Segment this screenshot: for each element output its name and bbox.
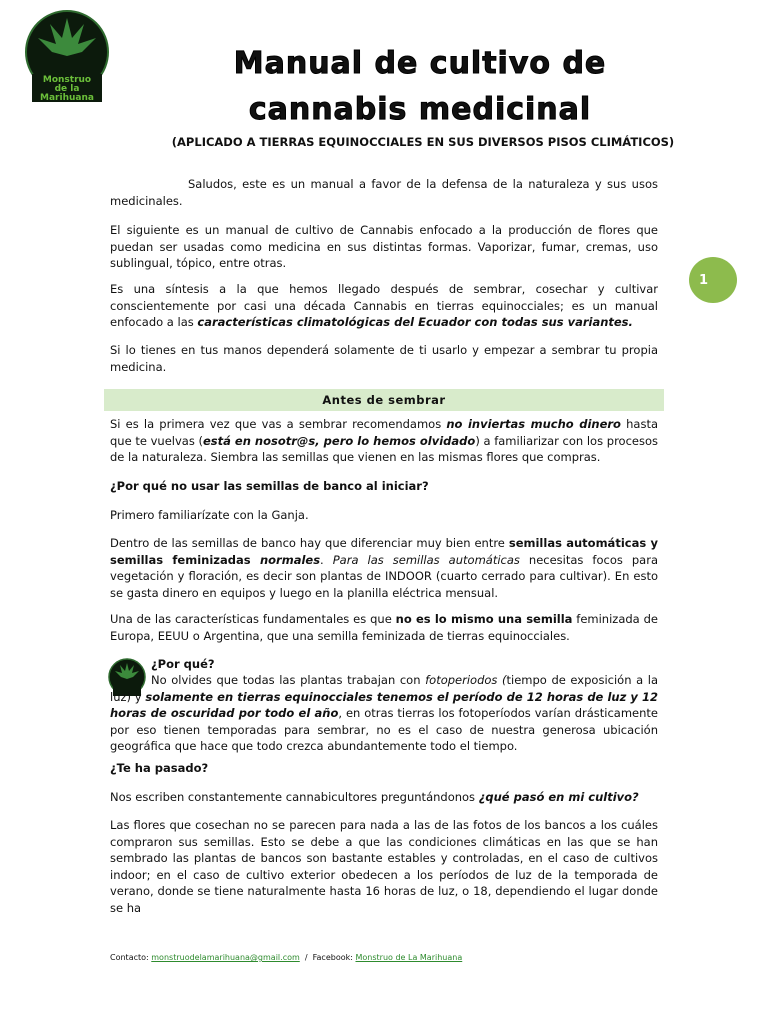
section-paragraph-5: No olvides que todas las plantas trabajan con fotoperiodos (tiempo de exposición a la luz) y solamente en tierras equinocciales tenemos el período de 12 horas de luz y 12 horas de oscuridad por todo el año, en otras tierras los fotoperíodos varían drásticamente por eso tienen temporadas para sembrar, no es el caso de nuestra generosa ubicación geográfica que hace que todo crezca abundantemente todo el tiempo. — [110, 673, 659, 754]
intro-paragraph-4: Si lo tienes en tus manos dependerá solamente de ti usarlo y empezar a sembrar tu propia medicina. — [110, 343, 658, 374]
section-heading: Antes de sembrar — [104, 389, 664, 411]
section-paragraph-6: Nos escriben constantemente cannabicultores preguntándonos ¿qué pasó en mi cultivo? — [110, 790, 639, 804]
intro-paragraph-1: Saludos, este es un manual a favor de la defensa de la naturaleza y sus usos medicinales. — [110, 177, 658, 208]
section-paragraph-4: Una de las características fundamentales es que no es lo mismo una semilla feminizada de Europa, EEUU o Argentina, que una semilla feminizada de tierras equinocciales. — [110, 612, 658, 643]
document-title-line2: cannabis medicinal — [248, 92, 592, 127]
footer-separator: / Facebook: — [299, 953, 356, 962]
section-paragraph-1: Si es la primera vez que vas a sembrar recomendamos no inviertas mucho dinero hasta que te vuelvas (está en nosotr@s, pero lo hemos olvidado) a familiarizar con los procesos de la naturaleza. Siembra las semillas que vienen en las mismas flores que compras. — [110, 417, 659, 465]
footer — [110, 953, 462, 962]
footer-contact-label: Contacto: — [110, 953, 152, 962]
intro-paragraph-2: El siguiente es un manual de cultivo de Cannabis enfocado a la producción de flores que puedan ser usadas como medicina en sus distintas formas. Vaporizar, fumar, cremas, uso sublingual, tópico, entre otras. — [110, 223, 658, 271]
section-paragraph-3: Dentro de las semillas de banco hay que diferenciar muy bien entre semillas automáticas y semillas feminizadas normales. Para las semillas automáticas necesitas focos para vegetación y floración, es decir son plantas de INDOOR (cuarto cerrado para cultivar). En esto se gasta dinero en equipos y luego en la planilla eléctrica mensual. — [110, 536, 659, 600]
section-paragraph-2: Primero familiarízate con la Ganja. — [110, 508, 309, 522]
page-number-badge: 1 — [689, 257, 737, 303]
question-heading-3: ¿Te ha pasado? — [110, 761, 209, 775]
logo-text-3: Marihuana — [40, 93, 94, 103]
question-heading-1: ¿Por qué no usar las semillas de banco al iniciar? — [110, 479, 429, 493]
footer-email-link[interactable]: monstruodelamarihuana@gmail.com — [151, 953, 300, 962]
logo — [24, 10, 110, 104]
document-title-line1: Manual de cultivo de — [233, 46, 607, 81]
section-paragraph-7: Las flores que cosechan no se parecen para nada a las de las fotos de los bancos a los cuáles compraron sus semillas. Esto se debe a que las condiciones climáticas en las que se han sembrado las plantas de bancos son bastante estables y controladas, en el caso de cultivos indoor; en el caso de cultivo exterior obedecen a los períodos de luz de la temporada de verano, donde se tiene naturalmente hasta 16 horas de luz, o 18, dependiendo el lugar donde se ha — [110, 818, 658, 915]
logo-text-1: Monstruo — [42, 75, 92, 85]
footer-facebook-link[interactable]: Monstruo de La Marihuana — [355, 953, 463, 962]
intro-paragraph-3: Es una síntesis a la que hemos llegado después de sembrar, cosechar y cultivar conscientemente por casi una década Cannabis en tierras equinocciales; es un manual enfocado a las características climatológicas del Ecuador con todas sus variantes. — [110, 282, 658, 330]
document-subtitle: (APLICADO A TIERRAS EQUINOCCIALES EN SUS DIVERSOS PISOS CLIMÁTICOS) — [171, 135, 675, 149]
question-heading-2: ¿Por qué? — [151, 657, 215, 671]
logo-text-2: de la — [54, 84, 80, 94]
